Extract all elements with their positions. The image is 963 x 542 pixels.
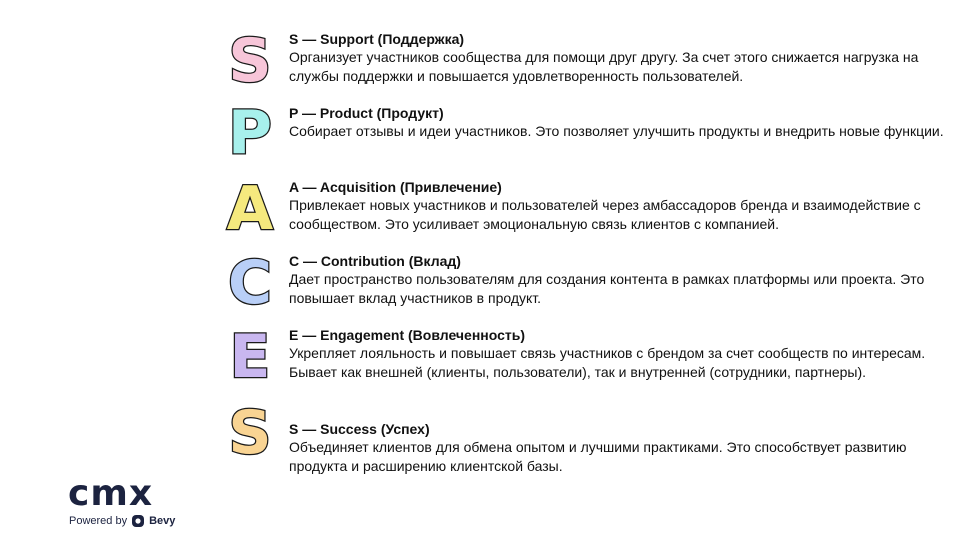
acronym-letter-e: E: [229, 322, 271, 392]
item-title: A — Acquisition (Привлечение): [289, 179, 502, 195]
acronym-letter-p: P: [228, 98, 272, 168]
powered-by-label: Powered by: [69, 515, 128, 527]
bevy-logo-icon: [131, 514, 145, 528]
list-item: [289, 104, 949, 141]
list-item: [289, 326, 949, 382]
powered-by-line: [69, 514, 175, 528]
item-description: Дает пространство пользователям для создания контента в рамках платформы или проекта. Это повышает вклад участников в продукт.: [289, 271, 925, 306]
list-item: [289, 252, 949, 308]
cmx-logo: [68, 473, 188, 532]
list-item: [289, 30, 949, 86]
item-title: P — Product (Продукт): [289, 105, 444, 121]
item-description: Собирает отзывы и идеи участников. Это позволяет улучшить продукты и внедрить новые функции.: [289, 123, 944, 139]
item-description: Объединяет клиентов для обмена опытом и лучшими практиками. Это способствует развитию продукта и расширению клиентской базы.: [289, 439, 907, 474]
item-description: Привлекает новых участников и пользователей через амбассадоров бренда и взаимодействие с сообществом. Это усиливает эмоциональную связь клиентов с компанией.: [289, 197, 921, 232]
acronym-letter-c: C: [227, 248, 273, 318]
item-title: C — Contribution (Вклад): [289, 253, 461, 269]
list-item: [289, 420, 949, 476]
list-item: [289, 178, 949, 234]
partner-name: Bevy: [149, 515, 176, 527]
item-title: E — Engagement (Вовлеченность): [289, 327, 526, 343]
acronym-letter-a: A: [226, 174, 274, 244]
item-title: S — Support (Поддержка): [289, 31, 465, 47]
item-title: S — Success (Успех): [289, 421, 430, 437]
logo-wordmark: cmx: [68, 473, 154, 514]
spaces-acronym: [224, 26, 276, 466]
item-description: Организует участников сообщества для помощи друг другу. За счет этого снижается нагрузка на службы поддержки и повышается удовлетворенность пользователей.: [289, 49, 919, 84]
item-description: Укрепляет лояльность и повышает связь участников с брендом за счет сообществ по интересам. Бывает как внешней (клиенты, пользователи), так и внутренней (сотрудники, партнеры).: [289, 345, 926, 380]
acronym-letter-s2: S: [228, 398, 272, 468]
acronym-letter-s: S: [228, 26, 272, 96]
